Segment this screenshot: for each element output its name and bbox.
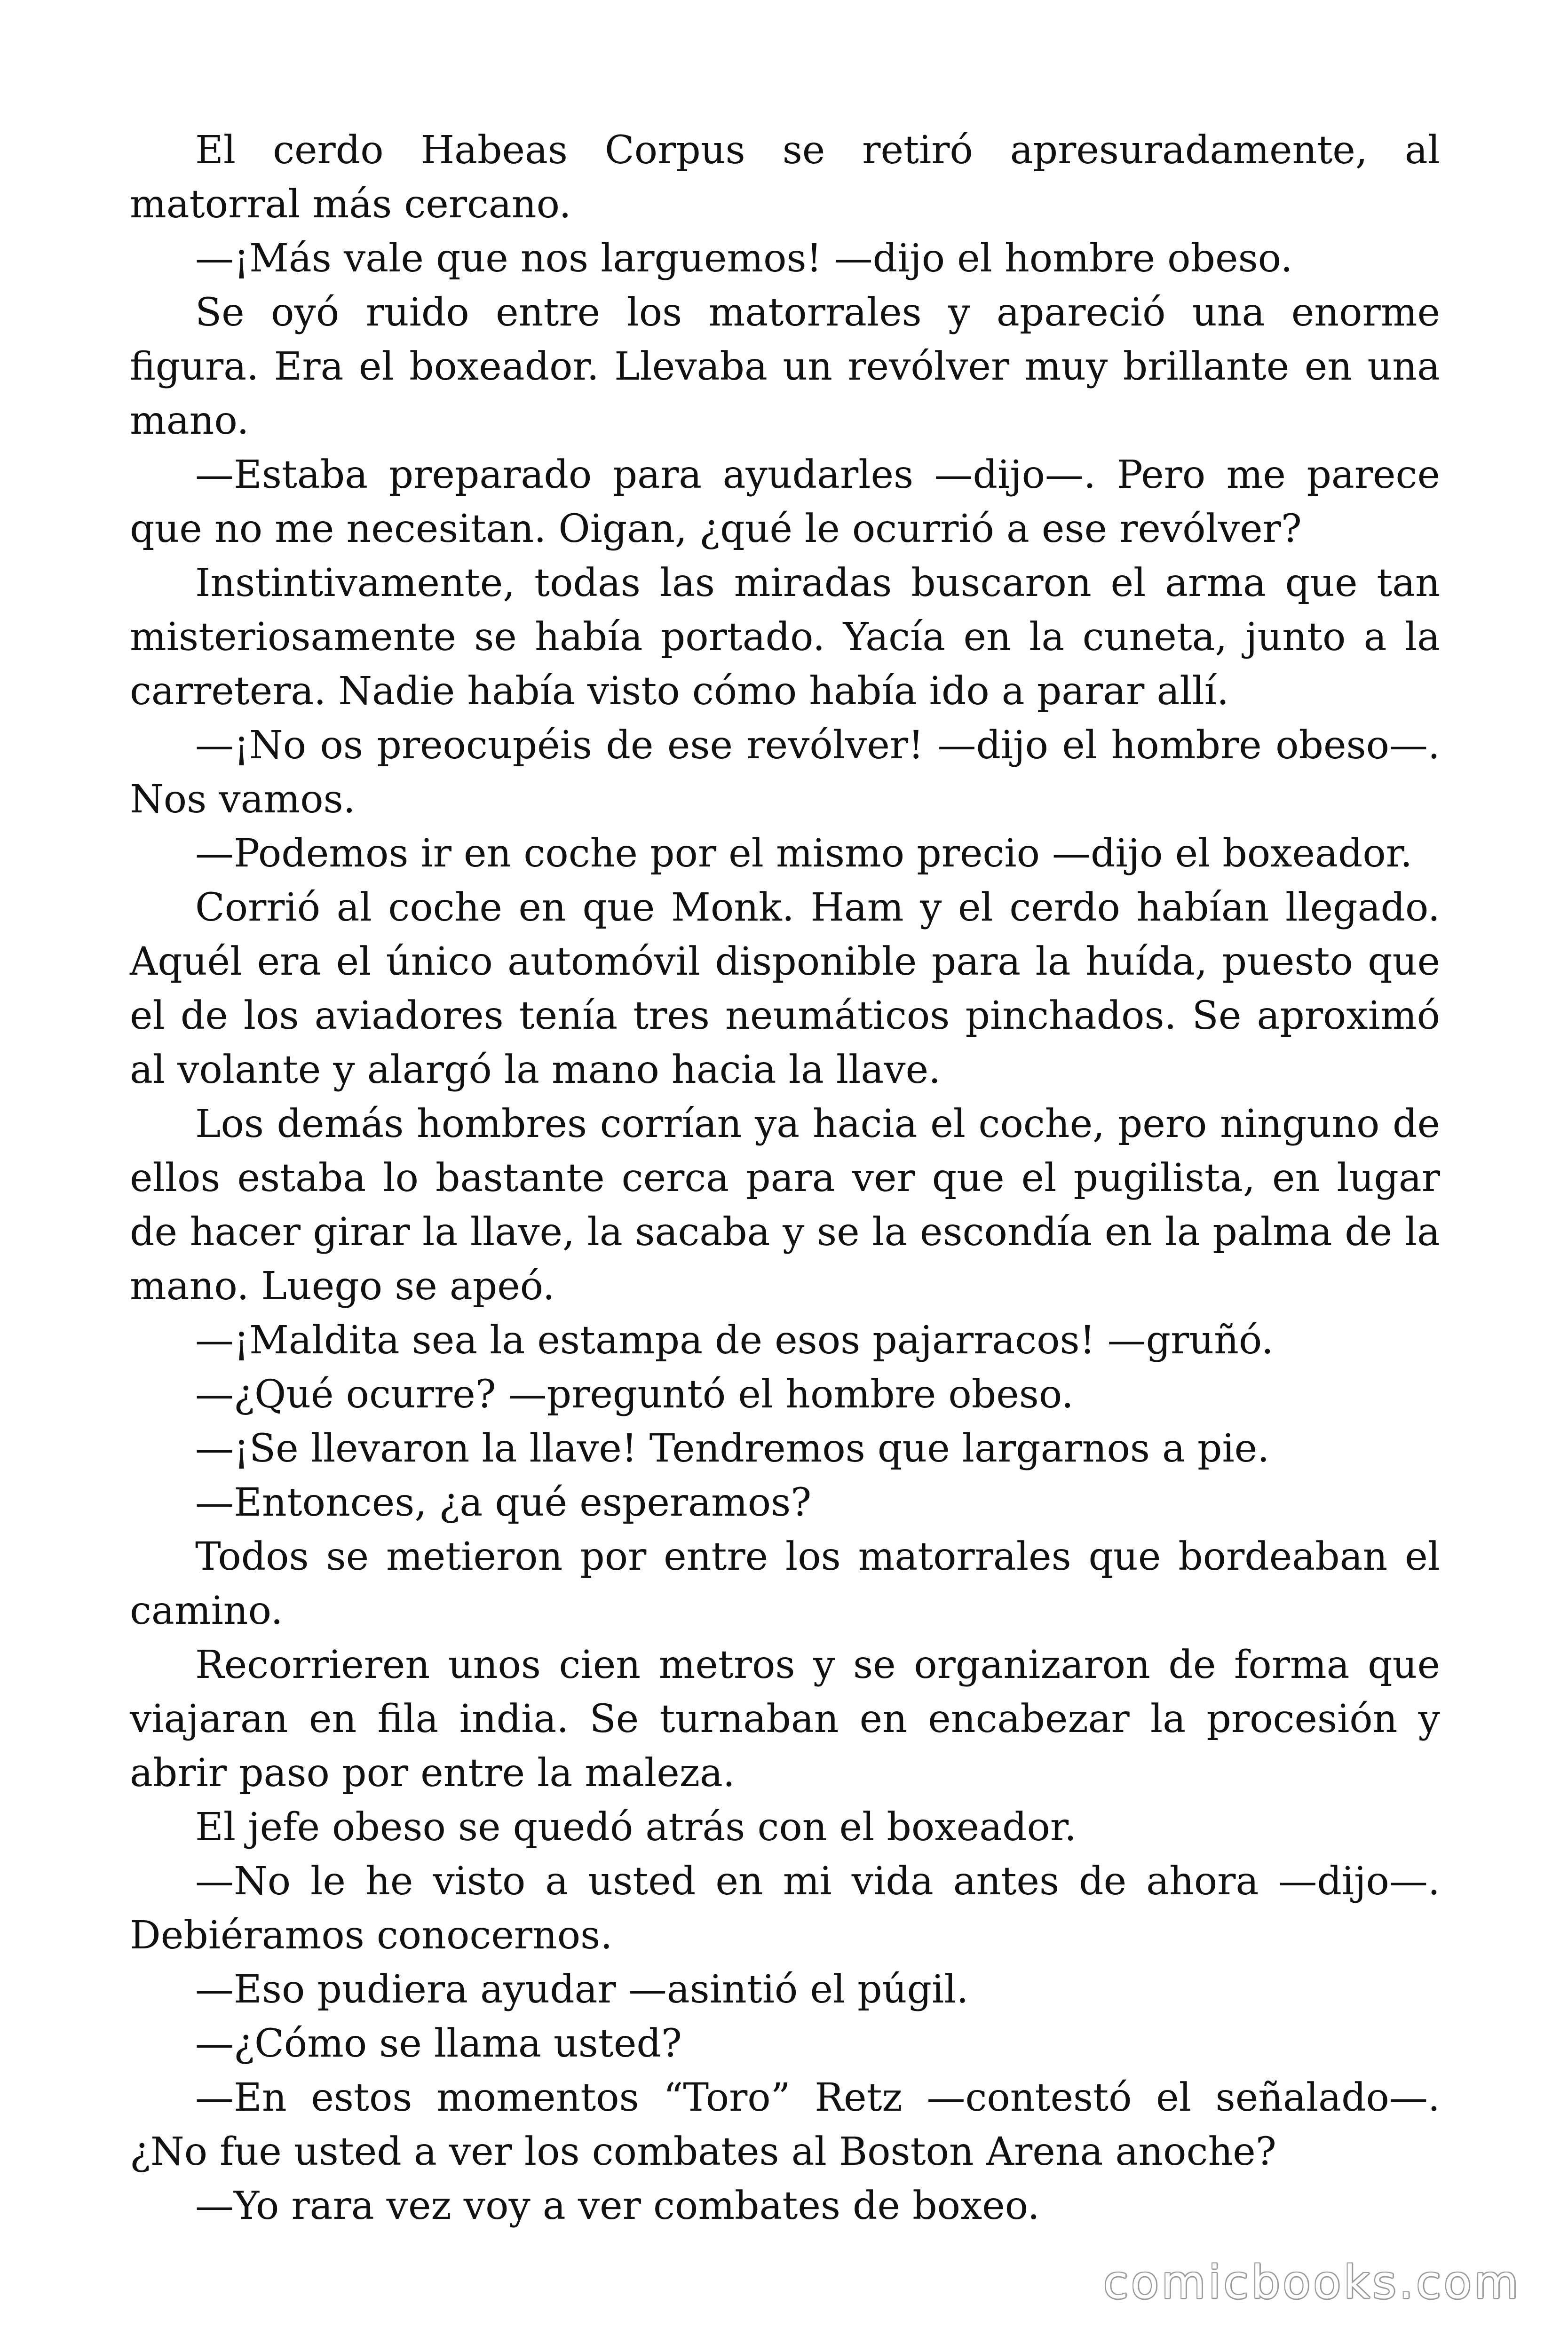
paragraph: —¡No os preocupéis de ese revólver! —dijo el hombre obeso—. Nos vamos.: [130, 723, 1440, 822]
paragraph: —Yo rara vez voy a ver combates de boxeo.: [195, 2184, 1040, 2228]
paragraph: —En estos momentos “Toro” Retz —contestó el señalado—. ¿No fue usted a ver los combates al Boston Arena anoche?: [130, 2075, 1440, 2174]
paragraph: —Estaba preparado para ayudarles —dijo—. Pero me parece que no me necesitan. Oigan, ¿qué le ocurrió a ese revólver?: [130, 453, 1440, 551]
paragraph: El cerdo Habeas Corpus se retiró apresuradamente, al matorral más cercano.: [130, 128, 1440, 227]
paragraph: —Entonces, ¿a qué esperamos?: [195, 1480, 812, 1525]
paragraph: —Eso pudiera ayudar —asintió el púgil.: [195, 1967, 969, 2012]
paragraph: —¡Se llevaron la llave! Tendremos que largarnos a pie.: [195, 1426, 1270, 1471]
paragraph: Los demás hombres corrían ya hacia el coche, pero ninguno de ellos estaba lo bastante cerca para ver que el pugilista, en lugar de hacer girar la llave, la sacaba y se la escondía en la palma de la mano. Luego se apeó.: [130, 1102, 1440, 1309]
paragraph: —¡Maldita sea la estampa de esos pajarracos! —gruñó.: [195, 1318, 1274, 1363]
paragraph: —¡Más vale que nos larguemos! —dijo el hombre obeso.: [195, 236, 1293, 281]
paragraph: —¿Qué ocurre? —preguntó el hombre obeso.: [195, 1372, 1074, 1417]
paragraph: Corrió al coche en que Monk. Ham y el cerdo habían llegado. Aquél era el único automóvil disponible para la huída, puesto que el de los aviadores tenía tres neumáticos pinchados. Se aproximó al volante y alargó la mano hacia la llave.: [130, 885, 1440, 1092]
paragraph: —No le he visto a usted en mi vida antes de ahora —dijo—. Debiéramos conocernos.: [130, 1859, 1440, 1958]
paragraph: Se oyó ruido entre los matorrales y apareció una enorme figura. Era el boxeador. Llevaba un revólver muy brillante en una mano.: [130, 290, 1440, 443]
paragraph: El jefe obeso se quedó atrás con el boxeador.: [195, 1805, 1077, 1850]
paragraph: Instintivamente, todas las miradas buscaron el arma que tan misteriosamente se había portado. Yacía en la cuneta, junto a la carretera. Nadie había visto cómo había ido a parar allí.: [130, 561, 1440, 714]
paragraph: Recorrieren unos cien metros y se organizaron de forma que viajaran en fila india. Se turnaban en encabezar la procesión y abrir paso por entre la maleza.: [130, 1643, 1440, 1796]
paragraph: —Podemos ir en coche por el mismo precio —dijo el boxeador.: [195, 831, 1413, 876]
watermark-logo: comicbooks.com: [1103, 2256, 1521, 2309]
page-body: [130, 123, 1440, 2233]
paragraph: —¿Cómo se llama usted?: [195, 2021, 682, 2066]
paragraph: Todos se metieron por entre los matorrales que bordeaban el camino.: [130, 1534, 1440, 1633]
